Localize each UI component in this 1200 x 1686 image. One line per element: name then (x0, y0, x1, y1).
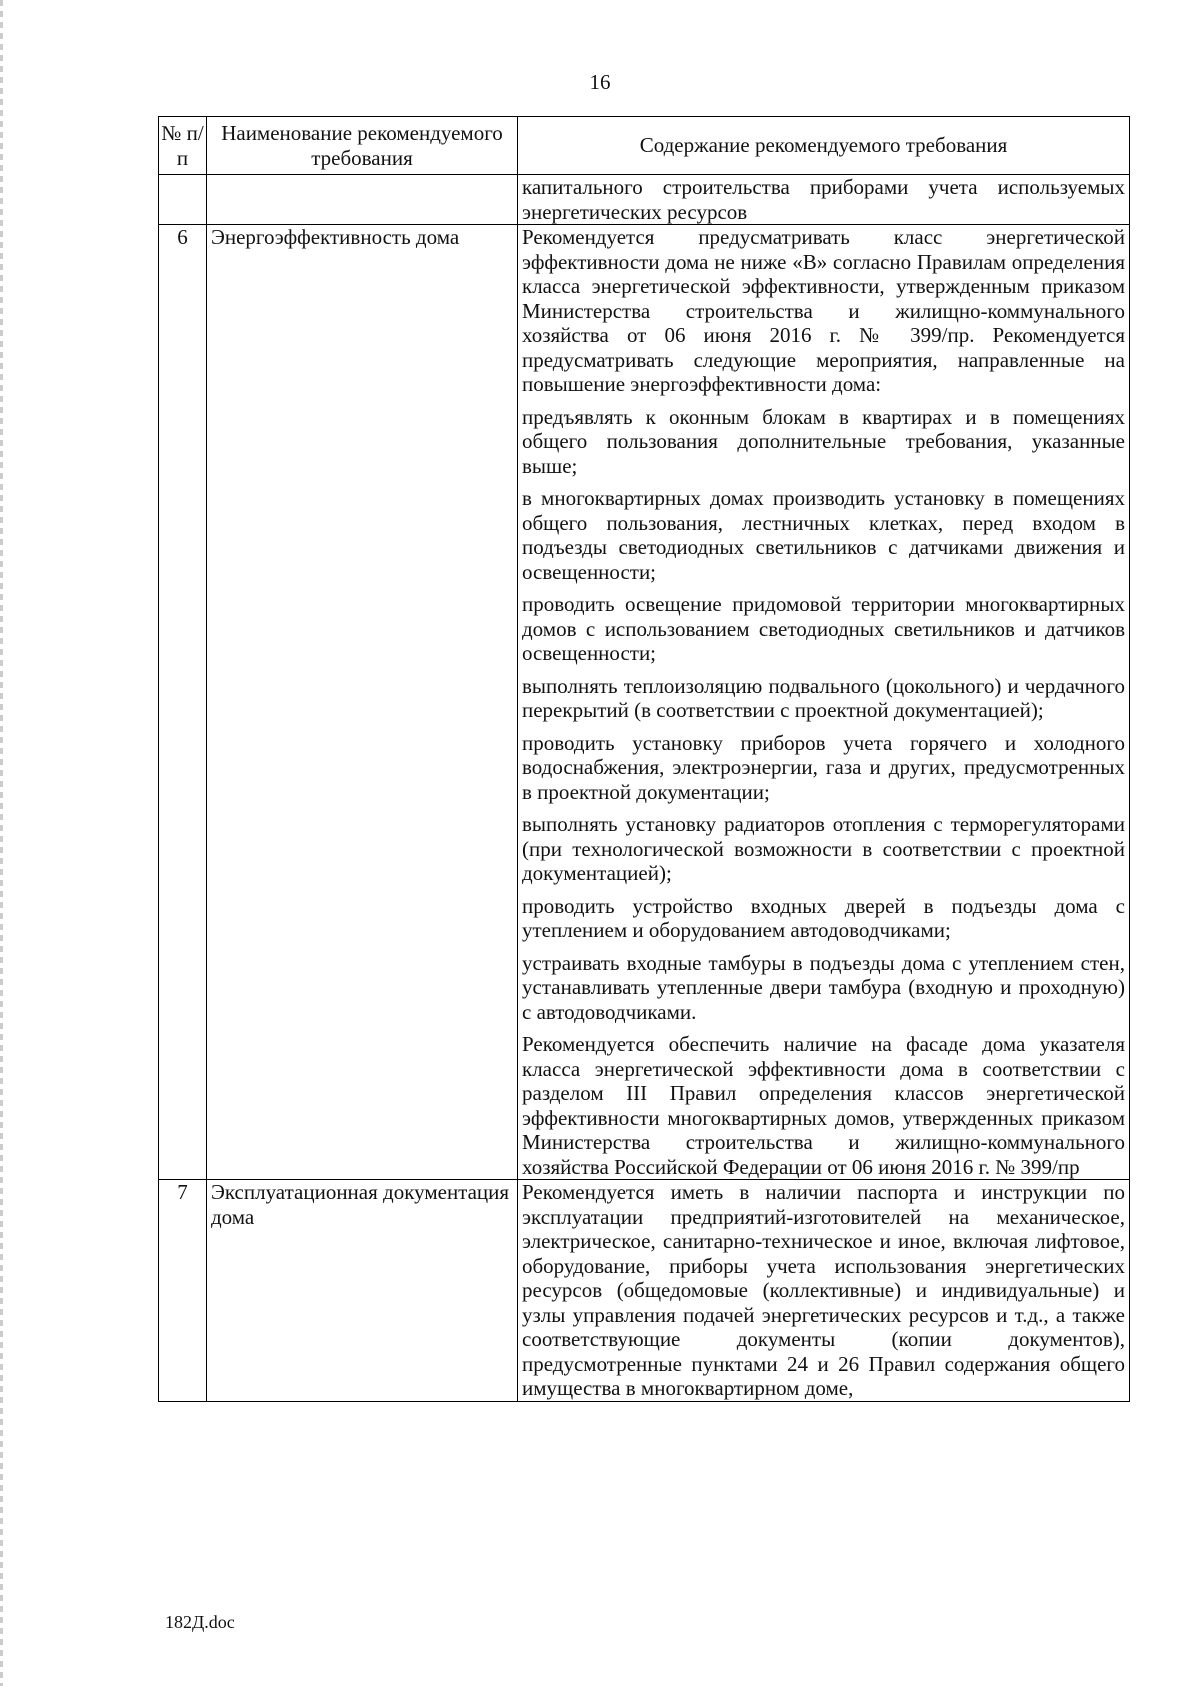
content-paragraph: проводить устройство входных дверей в подъезды дома с утеплением и оборудованием автодоводчиками; (522, 893, 1125, 942)
requirement-content (518, 225, 1130, 1180)
page-number: 16 (589, 70, 611, 94)
content-paragraph: Рекомендуется предусматривать класс энергетической эффективности дома не ниже «В» согласно Правилам определения класса энергетической эффективности, утвержденным приказом Министерства строительства и жилищно-коммунального хозяйства от 06 июня 2016 г. № 399/пр. Рекомендуется предусматривать следующие мероприятия, направленные на повышение энергоэффективности дома: (522, 225, 1125, 396)
scan-edge (0, 0, 3, 1686)
requirement-name: Эксплуатационная документация дома (207, 1180, 518, 1402)
content-paragraph: капитального строительства приборами учета используемых энергетических ресурсов (522, 175, 1125, 224)
table-body (159, 175, 1130, 1402)
requirements-table (158, 116, 1130, 1402)
content-paragraph: выполнять установку радиаторов отопления с терморегуляторами (при технологической возможности в соответствии с проектной документацией); (522, 812, 1125, 885)
requirement-name (207, 175, 518, 225)
content-paragraph: Рекомендуется обеспечить наличие на фасаде дома указателя класса энергетической эффективности дома в соответствии с разделом III Правил определения классов энергетической эффективности многоквартирных домов, утвержденных приказом Министерства строительства и жилищно-коммунального хозяйства Российской Федерации от 06 июня 2016 г. № 399/пр (522, 1032, 1125, 1179)
requirement-content (518, 175, 1130, 225)
row-number: 6 (159, 225, 207, 1180)
content-paragraph: проводить установку приборов учета горячего и холодного водоснабжения, электроэнергии, газа и других, предусмотренных в проектной документации; (522, 730, 1125, 804)
content-paragraph: Рекомендуется иметь в наличии паспорта и инструкции по эксплуатации предприятий-изготовителей на механическое, электрическое, санитарно-техническое и иное, включая лифтовое, оборудование, приборы учета использования энергетических ресурсов (общедомовые (коллективные) и индивидуальные) и узлы управления подачей энергетических ресурсов и т.д., а также соответствующие документы (копии документов), предусмотренные пунктами 24 и 26 Правил содержания общего имущества в многоквартирном доме, (522, 1180, 1125, 1400)
requirement-content (518, 1180, 1130, 1402)
content-paragraph: предъявлять к оконным блокам в квартирах и в помещениях общего пользования дополнительные требования, указанные выше; (522, 404, 1125, 478)
table-row (159, 1180, 1130, 1402)
table-row (159, 175, 1130, 225)
content-paragraph: проводить освещение придомовой территории многоквартирных домов с использованием светодиодных светильников и датчиков освещенности; (522, 592, 1125, 665)
table-header-row (159, 117, 1130, 175)
content-paragraph: в многоквартирных домах производить установку в помещениях общего пользования, лестничных клетках, перед входом в подъезды светодиодных светильников с датчиками движения и освещенности; (522, 486, 1125, 584)
header-num: № п/п (159, 117, 207, 175)
row-number (159, 175, 207, 225)
header-name: Наименование рекомендуемого требования (207, 117, 518, 175)
row-number: 7 (159, 1180, 207, 1402)
content-paragraph: устраивать входные тамбуры в подъезды дома с утеплением стен, устанавливать утепленные двери тамбура (входную и проходную) с автодоводчиками. (522, 950, 1125, 1024)
content-paragraph: выполнять теплоизоляцию подвального (цокольного) и чердачного перекрытий (в соответствии с проектной документацией); (522, 673, 1125, 722)
header-content: Содержание рекомендуемого требования (518, 117, 1130, 175)
table-row (159, 225, 1130, 1180)
requirement-name: Энергоэффективность дома (207, 225, 518, 1180)
footer-filename: 182Д.doc (165, 1612, 235, 1632)
